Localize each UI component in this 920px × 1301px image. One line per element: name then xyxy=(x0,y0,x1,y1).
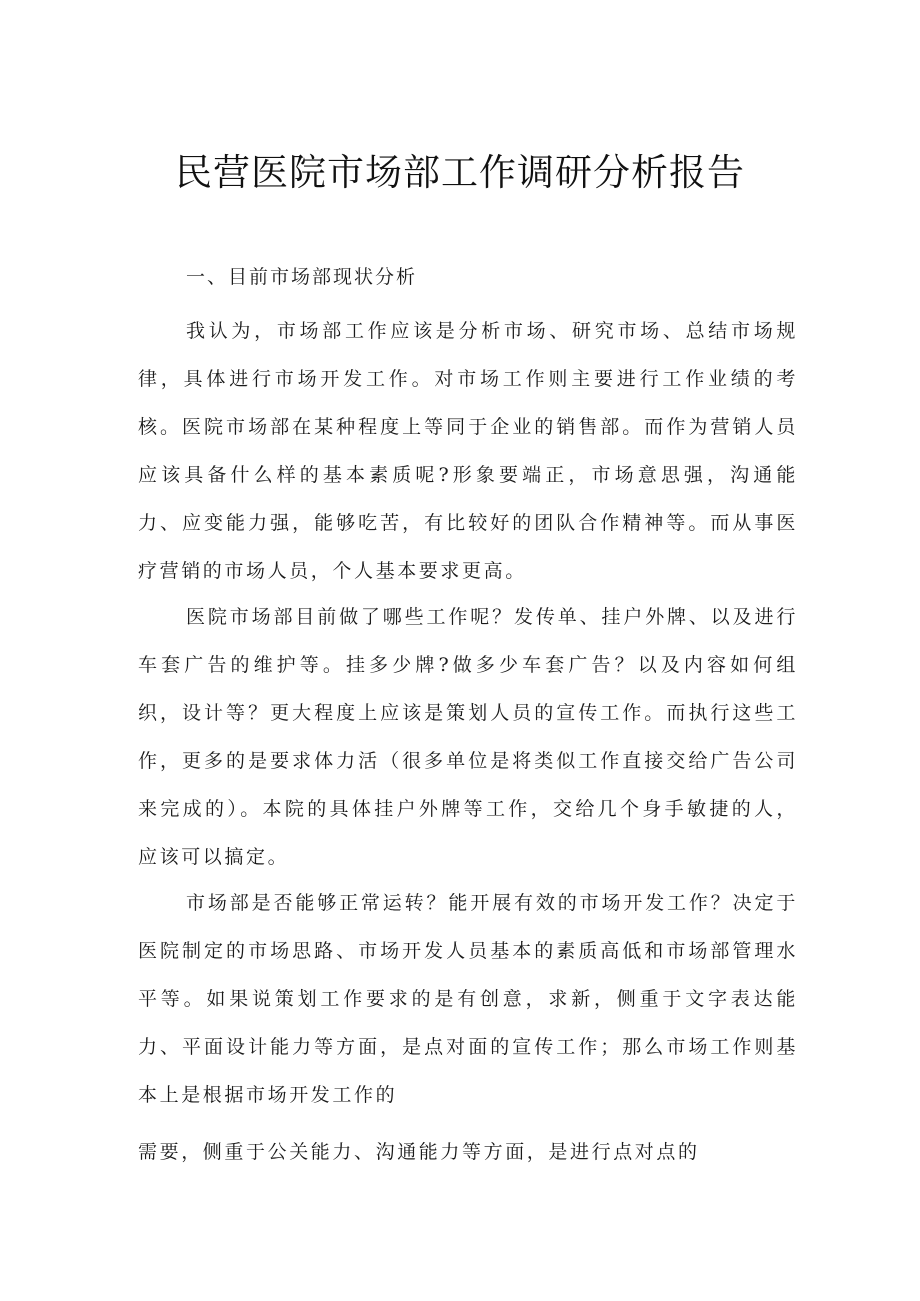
document-title: 民营医院市场部工作调研分析报告 xyxy=(175,151,745,194)
section-heading: 一、目前市场部现状分析 xyxy=(186,266,418,288)
paragraph-2: 医院市场部目前做了哪些工作呢？发传单、挂户外牌、以及进行车套广告的维护等。挂多少牌?做多少车套广告？以及内容如何组织，设计等？更大程度上应该是策划人员的宣传工作。而执行这些工作，更多的是要求体力活（很多单位是将类似工作直接交给广告公司来完成的）。本院的具体挂户外牌等工作，交给几个身手敏捷的人，应该可以搞定。 xyxy=(138,606,798,868)
paragraph-3: 市场部是否能够正常运转？能开展有效的市场开发工作？决定于医院制定的市场思路、市场开发人员基本的素质高低和市场部管理水平等。如果说策划工作要求的是有创意，求新，侧重于文字表达能力、平面设计能力等方面，是点对面的宣传工作；那么市场工作则基本上是根据市场开发工作的 xyxy=(138,892,798,1106)
paragraph-4: 需要，侧重于公关能力、沟通能力等方面，是进行点对点的 xyxy=(138,1141,700,1163)
paragraph-1: 我认为，市场部工作应该是分析市场、研究市场、总结市场规律，具体进行市场开发工作。对市场工作则主要进行工作业绩的考核。医院市场部在某种程度上等同于企业的销售部。而作为营销人员应该具备什么样的基本素质呢?形象要端正，市场意思强，沟通能力、应变能力强，能够吃苦，有比较好的团队合作精神等。而从事医疗营销的市场人员，个人基本要求更高。 xyxy=(138,320,798,582)
